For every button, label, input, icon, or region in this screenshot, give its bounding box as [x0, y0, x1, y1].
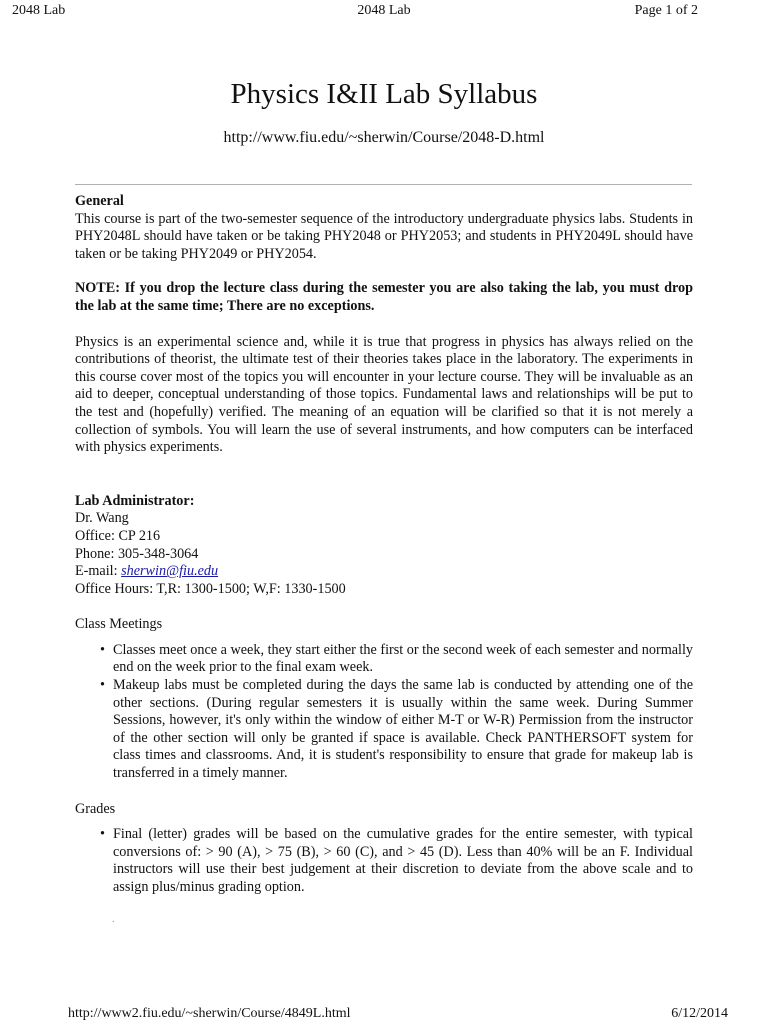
- bullet-icon: •: [100, 641, 105, 658]
- class-meetings-heading: Class Meetings: [75, 616, 163, 633]
- admin-name: Dr. Wang: [75, 510, 129, 527]
- list-item: • Classes meet once a week, they start either the first or the second week of each semester and normally end on the week prior to the final exam week.: [100, 641, 693, 676]
- grades-heading: Grades: [75, 800, 116, 817]
- intro-paragraph: Physics is an experimental science and, while it is true that progress in physics has always relied on the contributions of theorist, the ultimate test of their theories takes place in the laboratory. The experiments in this course cover most of the topics you will encounter in your lecture course. They will be invaluable as an aid to deeper, conceptual understanding of those topics. Fundamental laws and relationships will be put to the test and (hopefully) verified. The meaning of an equation will be clarified so that it is not merely a collection of symbols. You will learn the use of several instruments, and how computers can be interfaced with physics experiments.: [75, 333, 693, 456]
- grades-list: [75, 826, 693, 896]
- admin-hours: Office Hours: T,R: 1300-1500; W,F: 1330-1500: [75, 580, 346, 597]
- bullet-icon: •: [100, 677, 105, 694]
- general-text: This course is part of the two-semester sequence of the introductory undergraduate physics labs. Students in PHY2048L should have taken or be taking PHY2048 or PHY2053; and students in PHY2049L should have taken or be taking PHY2049 or PHY2054.: [75, 210, 693, 262]
- footer-url: http://www2.fiu.edu/~sherwin/Course/4849L.html: [68, 1006, 351, 1021]
- drop-note: NOTE: If you drop the lecture class during the semester you are also taking the lab, you must drop the lab at the same time; There are no exceptions.: [75, 280, 693, 314]
- footer-date: 6/12/2014: [671, 1006, 728, 1021]
- list-item: • Final (letter) grades will be based on the cumulative grades for the entire semester, with typical conversions of: > 90 (A), > 75 (B), > 60 (C), and > 45 (D). Less than 40% will be an F. Individual instructors will use their best judgement at their discretion to deviate from the above scale and to assign plus/minus grading option.: [100, 826, 693, 895]
- page-number: Page 1 of 2: [634, 3, 698, 18]
- general-heading: General: [75, 193, 124, 209]
- course-url: http://www.fiu.edu/~sherwin/Course/2048-D.html: [223, 129, 545, 146]
- horizontal-divider: [75, 184, 692, 185]
- bullet-icon: •: [100, 826, 105, 843]
- list-item: • Makeup labs must be completed during the days the same lab is conducted by attending one of the other sections. (During regular semesters it is usually within the same week. During Summer Sessions, however, it's only within the window of either M-T or W-R) Permission from the instructor of the other section will only be granted if space is available. Check PANTHERSOFT system for class times and classrooms. And, it is student's responsibility to ensure that grade for makeup lab is transferred in a timely manner.: [100, 677, 693, 782]
- email-link[interactable]: sherwin@fiu.edu: [121, 563, 219, 580]
- page-header-center: 2048 Lab: [357, 3, 411, 18]
- page-title: Physics I&II Lab Syllabus: [230, 78, 538, 110]
- admin-email-line: [75, 563, 693, 581]
- trailing-mark: .: [112, 914, 115, 925]
- admin-heading: Lab Administrator:: [75, 492, 195, 509]
- admin-office: Office: CP 216: [75, 527, 161, 544]
- admin-phone: Phone: 305-348-3064: [75, 545, 199, 562]
- page-header-left: 2048 Lab: [12, 3, 66, 18]
- email-label: E-mail:: [75, 563, 122, 580]
- class-meetings-list: [75, 642, 693, 783]
- document-body: [75, 193, 693, 897]
